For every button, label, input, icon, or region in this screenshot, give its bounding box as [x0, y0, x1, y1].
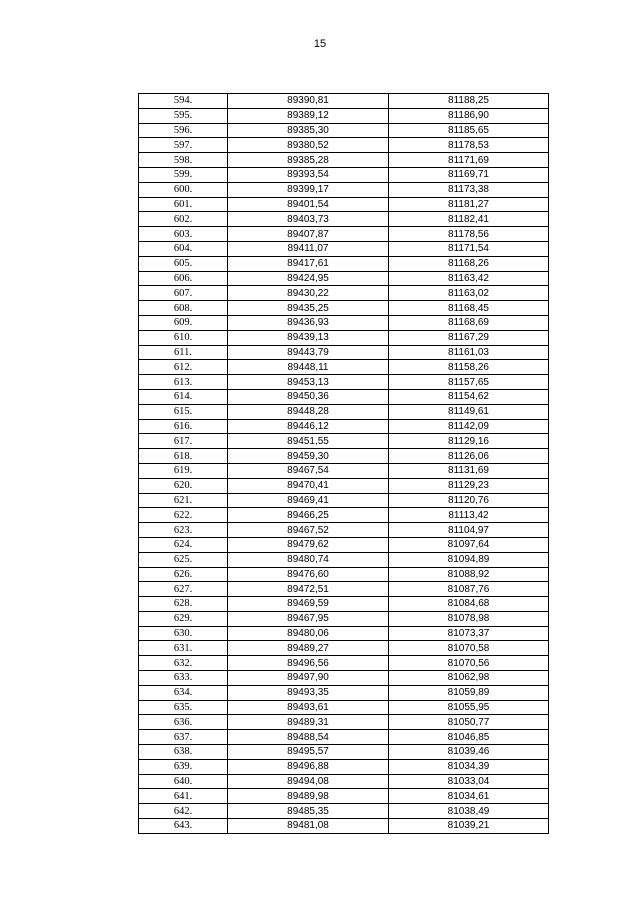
point-number-cell: 615.: [139, 404, 228, 419]
point-number-cell: 594.: [139, 94, 228, 109]
table-row: [139, 315, 549, 330]
point-number-cell: 629.: [139, 611, 228, 626]
y-coordinate-cell: 81178,56: [389, 227, 549, 242]
point-number-cell: 633.: [139, 671, 228, 686]
table-row: [139, 745, 549, 760]
x-coordinate-cell: 89417,61: [228, 256, 389, 271]
y-coordinate-cell: 81084,68: [389, 597, 549, 612]
point-number-cell: 626.: [139, 567, 228, 582]
table-row: [139, 567, 549, 582]
y-coordinate-cell: 81039,46: [389, 745, 549, 760]
table-row: [139, 552, 549, 567]
y-coordinate-cell: 81186,90: [389, 108, 549, 123]
table-row: [139, 656, 549, 671]
y-coordinate-cell: 81087,76: [389, 582, 549, 597]
table-row: [139, 375, 549, 390]
y-coordinate-cell: 81181,27: [389, 197, 549, 212]
point-number-cell: 610.: [139, 330, 228, 345]
point-number-cell: 624.: [139, 537, 228, 552]
y-coordinate-cell: 81167,29: [389, 330, 549, 345]
table-row: [139, 153, 549, 168]
x-coordinate-cell: 89472,51: [228, 582, 389, 597]
y-coordinate-cell: 81062,98: [389, 671, 549, 686]
table-row: [139, 301, 549, 316]
point-number-cell: 614.: [139, 389, 228, 404]
table-row: [139, 404, 549, 419]
y-coordinate-cell: 81182,41: [389, 212, 549, 227]
table-row: [139, 671, 549, 686]
x-coordinate-cell: 89497,90: [228, 671, 389, 686]
x-coordinate-cell: 89467,54: [228, 463, 389, 478]
x-coordinate-cell: 89466,25: [228, 508, 389, 523]
x-coordinate-cell: 89407,87: [228, 227, 389, 242]
point-number-cell: 638.: [139, 745, 228, 760]
table-row: [139, 730, 549, 745]
table-row: [139, 700, 549, 715]
x-coordinate-cell: 89476,60: [228, 567, 389, 582]
x-coordinate-cell: 89493,35: [228, 685, 389, 700]
point-number-cell: 603.: [139, 227, 228, 242]
x-coordinate-cell: 89389,12: [228, 108, 389, 123]
point-number-cell: 637.: [139, 730, 228, 745]
y-coordinate-cell: 81097,64: [389, 537, 549, 552]
point-number-cell: 620.: [139, 478, 228, 493]
point-number-cell: 598.: [139, 153, 228, 168]
x-coordinate-cell: 89485,35: [228, 804, 389, 819]
table-row: [139, 508, 549, 523]
point-number-cell: 642.: [139, 804, 228, 819]
y-coordinate-cell: 81129,23: [389, 478, 549, 493]
y-coordinate-cell: 81169,71: [389, 167, 549, 182]
point-number-cell: 643.: [139, 819, 228, 834]
x-coordinate-cell: 89443,79: [228, 345, 389, 360]
x-coordinate-cell: 89481,08: [228, 819, 389, 834]
x-coordinate-cell: 89489,31: [228, 715, 389, 730]
table-row: [139, 94, 549, 109]
x-coordinate-cell: 89411,07: [228, 241, 389, 256]
table-row: [139, 537, 549, 552]
coordinates-table: [138, 93, 549, 834]
y-coordinate-cell: 81055,95: [389, 700, 549, 715]
table-row: [139, 611, 549, 626]
point-number-cell: 595.: [139, 108, 228, 123]
y-coordinate-cell: 81033,04: [389, 774, 549, 789]
x-coordinate-cell: 89446,12: [228, 419, 389, 434]
table-row: [139, 478, 549, 493]
x-coordinate-cell: 89467,52: [228, 523, 389, 538]
y-coordinate-cell: 81046,85: [389, 730, 549, 745]
y-coordinate-cell: 81161,03: [389, 345, 549, 360]
x-coordinate-cell: 89489,27: [228, 641, 389, 656]
point-number-cell: 635.: [139, 700, 228, 715]
x-coordinate-cell: 89385,28: [228, 153, 389, 168]
table-row: [139, 108, 549, 123]
table-row: [139, 463, 549, 478]
y-coordinate-cell: 81178,53: [389, 138, 549, 153]
x-coordinate-cell: 89496,56: [228, 656, 389, 671]
table-row: [139, 286, 549, 301]
y-coordinate-cell: 81157,65: [389, 375, 549, 390]
y-coordinate-cell: 81171,54: [389, 241, 549, 256]
y-coordinate-cell: 81034,61: [389, 789, 549, 804]
x-coordinate-cell: 89493,61: [228, 700, 389, 715]
y-coordinate-cell: 81073,37: [389, 626, 549, 641]
x-coordinate-cell: 89496,88: [228, 759, 389, 774]
table-row: [139, 819, 549, 834]
y-coordinate-cell: 81168,69: [389, 315, 549, 330]
y-coordinate-cell: 81088,92: [389, 567, 549, 582]
point-number-cell: 602.: [139, 212, 228, 227]
table-row: [139, 641, 549, 656]
y-coordinate-cell: 81070,58: [389, 641, 549, 656]
point-number-cell: 611.: [139, 345, 228, 360]
table-row: [139, 256, 549, 271]
x-coordinate-cell: 89469,59: [228, 597, 389, 612]
point-number-cell: 621.: [139, 493, 228, 508]
table-row: [139, 789, 549, 804]
point-number-cell: 623.: [139, 523, 228, 538]
point-number-cell: 604.: [139, 241, 228, 256]
table-row: [139, 138, 549, 153]
y-coordinate-cell: 81070,56: [389, 656, 549, 671]
point-number-cell: 597.: [139, 138, 228, 153]
x-coordinate-cell: 89488,54: [228, 730, 389, 745]
x-coordinate-cell: 89380,52: [228, 138, 389, 153]
y-coordinate-cell: 81113,42: [389, 508, 549, 523]
point-number-cell: 636.: [139, 715, 228, 730]
table-row: [139, 330, 549, 345]
point-number-cell: 639.: [139, 759, 228, 774]
table-row: [139, 212, 549, 227]
y-coordinate-cell: 81173,38: [389, 182, 549, 197]
table-row: [139, 271, 549, 286]
y-coordinate-cell: 81034,39: [389, 759, 549, 774]
point-number-cell: 628.: [139, 597, 228, 612]
y-coordinate-cell: 81171,69: [389, 153, 549, 168]
point-number-cell: 625.: [139, 552, 228, 567]
point-number-cell: 627.: [139, 582, 228, 597]
y-coordinate-cell: 81142,09: [389, 419, 549, 434]
table-row: [139, 493, 549, 508]
x-coordinate-cell: 89450,36: [228, 389, 389, 404]
table-row: [139, 419, 549, 434]
x-coordinate-cell: 89480,06: [228, 626, 389, 641]
point-number-cell: 613.: [139, 375, 228, 390]
y-coordinate-cell: 81050,77: [389, 715, 549, 730]
table-row: [139, 449, 549, 464]
y-coordinate-cell: 81059,89: [389, 685, 549, 700]
y-coordinate-cell: 81038,49: [389, 804, 549, 819]
point-number-cell: 616.: [139, 419, 228, 434]
point-number-cell: 618.: [139, 449, 228, 464]
x-coordinate-cell: 89495,57: [228, 745, 389, 760]
y-coordinate-cell: 81168,45: [389, 301, 549, 316]
point-number-cell: 619.: [139, 463, 228, 478]
point-number-cell: 640.: [139, 774, 228, 789]
point-number-cell: 601.: [139, 197, 228, 212]
y-coordinate-cell: 81168,26: [389, 256, 549, 271]
x-coordinate-cell: 89451,55: [228, 434, 389, 449]
y-coordinate-cell: 81039,21: [389, 819, 549, 834]
table-row: [139, 227, 549, 242]
table-row: [139, 241, 549, 256]
point-number-cell: 599.: [139, 167, 228, 182]
table-row: [139, 715, 549, 730]
table-row: [139, 582, 549, 597]
x-coordinate-cell: 89469,41: [228, 493, 389, 508]
y-coordinate-cell: 81094,89: [389, 552, 549, 567]
x-coordinate-cell: 89470,41: [228, 478, 389, 493]
y-coordinate-cell: 81104,97: [389, 523, 549, 538]
table-row: [139, 123, 549, 138]
table-row: [139, 685, 549, 700]
x-coordinate-cell: 89424,95: [228, 271, 389, 286]
coordinates-table-body: [139, 94, 549, 834]
x-coordinate-cell: 89467,95: [228, 611, 389, 626]
point-number-cell: 634.: [139, 685, 228, 700]
y-coordinate-cell: 81154,62: [389, 389, 549, 404]
x-coordinate-cell: 89494,08: [228, 774, 389, 789]
point-number-cell: 605.: [139, 256, 228, 271]
x-coordinate-cell: 89403,73: [228, 212, 389, 227]
x-coordinate-cell: 89479,62: [228, 537, 389, 552]
x-coordinate-cell: 89439,13: [228, 330, 389, 345]
x-coordinate-cell: 89448,11: [228, 360, 389, 375]
x-coordinate-cell: 89480,74: [228, 552, 389, 567]
y-coordinate-cell: 81185,65: [389, 123, 549, 138]
x-coordinate-cell: 89489,98: [228, 789, 389, 804]
point-number-cell: 596.: [139, 123, 228, 138]
y-coordinate-cell: 81120,76: [389, 493, 549, 508]
point-number-cell: 630.: [139, 626, 228, 641]
table-row: [139, 597, 549, 612]
y-coordinate-cell: 81163,02: [389, 286, 549, 301]
table-row: [139, 804, 549, 819]
table-row: [139, 523, 549, 538]
table-row: [139, 774, 549, 789]
point-number-cell: 612.: [139, 360, 228, 375]
table-row: [139, 434, 549, 449]
x-coordinate-cell: 89453,13: [228, 375, 389, 390]
x-coordinate-cell: 89430,22: [228, 286, 389, 301]
point-number-cell: 600.: [139, 182, 228, 197]
table-row: [139, 182, 549, 197]
point-number-cell: 606.: [139, 271, 228, 286]
table-row: [139, 197, 549, 212]
y-coordinate-cell: 81131,69: [389, 463, 549, 478]
y-coordinate-cell: 81129,16: [389, 434, 549, 449]
point-number-cell: 617.: [139, 434, 228, 449]
x-coordinate-cell: 89399,17: [228, 182, 389, 197]
table-row: [139, 360, 549, 375]
table-row: [139, 389, 549, 404]
y-coordinate-cell: 81163,42: [389, 271, 549, 286]
x-coordinate-cell: 89448,28: [228, 404, 389, 419]
point-number-cell: 622.: [139, 508, 228, 523]
table-row: [139, 759, 549, 774]
x-coordinate-cell: 89435,25: [228, 301, 389, 316]
x-coordinate-cell: 89390,81: [228, 94, 389, 109]
table-row: [139, 626, 549, 641]
y-coordinate-cell: 81078,98: [389, 611, 549, 626]
x-coordinate-cell: 89436,93: [228, 315, 389, 330]
x-coordinate-cell: 89385,30: [228, 123, 389, 138]
x-coordinate-cell: 89393,54: [228, 167, 389, 182]
point-number-cell: 608.: [139, 301, 228, 316]
y-coordinate-cell: 81188,25: [389, 94, 549, 109]
point-number-cell: 631.: [139, 641, 228, 656]
y-coordinate-cell: 81158,26: [389, 360, 549, 375]
table-row: [139, 167, 549, 182]
page-number: 15: [313, 38, 327, 50]
table-row: [139, 345, 549, 360]
y-coordinate-cell: 81149,61: [389, 404, 549, 419]
point-number-cell: 609.: [139, 315, 228, 330]
y-coordinate-cell: 81126,06: [389, 449, 549, 464]
point-number-cell: 607.: [139, 286, 228, 301]
x-coordinate-cell: 89459,30: [228, 449, 389, 464]
x-coordinate-cell: 89401,54: [228, 197, 389, 212]
point-number-cell: 632.: [139, 656, 228, 671]
point-number-cell: 641.: [139, 789, 228, 804]
